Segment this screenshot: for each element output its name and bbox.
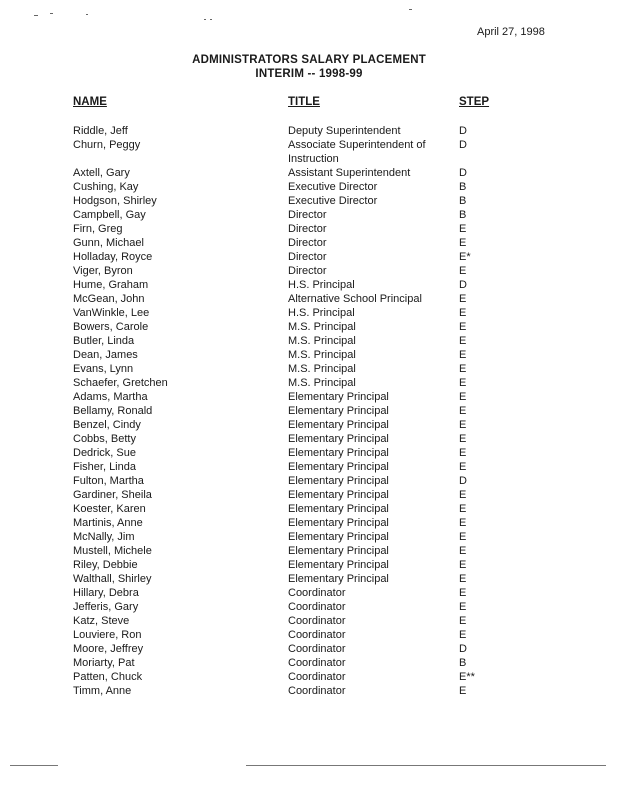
step-cell: E [459, 433, 467, 445]
title-cell: Executive Director [288, 195, 378, 207]
title-cell: M.S. Principal [288, 335, 356, 347]
footer-rule-right [246, 765, 606, 766]
step-cell: B [459, 657, 467, 669]
step-cell: E** [459, 671, 475, 683]
step-cell: B [459, 181, 467, 193]
document-title: ADMINISTRATORS SALARY PLACEMENT [192, 54, 426, 66]
title-cell: Coordinator [288, 643, 346, 655]
title-cell: Coordinator [288, 671, 346, 683]
table-row [73, 390, 513, 404]
column-header-name: NAME [73, 96, 107, 108]
scan-speck [34, 15, 38, 16]
step-cell: D [459, 167, 467, 179]
name-cell: Evans, Lynn [73, 363, 134, 375]
step-cell: D [459, 125, 467, 137]
step-cell: E [459, 531, 467, 543]
table-row [73, 586, 513, 600]
name-cell: Fulton, Martha [73, 475, 144, 487]
name-cell: Moriarty, Pat [73, 657, 135, 669]
step-cell: E [459, 307, 467, 319]
name-cell: Bowers, Carole [73, 321, 149, 333]
title-cell: Coordinator [288, 615, 346, 627]
title-cell: Deputy Superintendent [288, 125, 401, 137]
step-cell: B [459, 195, 467, 207]
step-cell: E [459, 489, 467, 501]
salary-table [73, 124, 513, 698]
document-subtitle: INTERIM -- 1998-99 [255, 68, 363, 80]
title-cell: Elementary Principal [288, 419, 389, 431]
step-cell: E [459, 363, 467, 375]
title-cell: Elementary Principal [288, 433, 389, 445]
name-cell: Riley, Debbie [73, 559, 138, 571]
table-row [73, 334, 513, 348]
title-cell: Associate Superintendent of Instruction [288, 139, 426, 165]
step-cell: E [459, 685, 467, 697]
table-row [73, 516, 513, 530]
title-cell: Elementary Principal [288, 489, 389, 501]
column-header-title: TITLE [288, 96, 320, 108]
table-row [73, 306, 513, 320]
title-cell: Coordinator [288, 629, 346, 641]
name-cell: Adams, Martha [73, 391, 148, 403]
table-row [73, 292, 513, 306]
step-cell: E [459, 419, 467, 431]
title-cell: M.S. Principal [288, 321, 356, 333]
name-cell: VanWinkle, Lee [73, 307, 150, 319]
table-row [73, 264, 513, 278]
scan-speck [204, 19, 206, 20]
title-cell: Alternative School Principal [288, 293, 422, 305]
step-cell: E [459, 461, 467, 473]
table-row [73, 418, 513, 432]
name-cell: Timm, Anne [73, 685, 132, 697]
name-cell: McNally, Jim [73, 531, 135, 543]
table-row [73, 670, 513, 684]
table-row [73, 194, 513, 208]
name-cell: Dedrick, Sue [73, 447, 136, 459]
step-cell: E [459, 447, 467, 459]
title-cell: Elementary Principal [288, 531, 389, 543]
scan-speck [86, 14, 88, 15]
step-cell: E* [459, 251, 471, 263]
table-row [73, 474, 513, 488]
table-row [73, 236, 513, 250]
name-cell: Dean, James [73, 349, 138, 361]
step-cell: E [459, 335, 467, 347]
name-cell: Cushing, Kay [73, 181, 139, 193]
step-cell: E [459, 377, 467, 389]
step-cell: E [459, 223, 467, 235]
title-cell: H.S. Principal [288, 279, 355, 291]
step-cell: E [459, 265, 467, 277]
name-cell: Louviere, Ron [73, 629, 142, 641]
title-cell: Coordinator [288, 587, 346, 599]
step-cell: E [459, 293, 467, 305]
name-cell: Koester, Karen [73, 503, 146, 515]
name-cell: Gardiner, Sheila [73, 489, 152, 501]
title-cell: Elementary Principal [288, 517, 389, 529]
step-cell: E [459, 321, 467, 333]
name-cell: McGean, John [73, 293, 145, 305]
step-cell: E [459, 517, 467, 529]
scan-speck [210, 19, 212, 20]
name-cell: Katz, Steve [73, 615, 130, 627]
step-cell: E [459, 601, 467, 613]
title-cell: Elementary Principal [288, 559, 389, 571]
step-cell: D [459, 643, 467, 655]
table-row [73, 432, 513, 446]
title-cell: Elementary Principal [288, 391, 389, 403]
title-cell: Elementary Principal [288, 475, 389, 487]
step-cell: E [459, 405, 467, 417]
table-row [73, 600, 513, 614]
table-row [73, 138, 513, 166]
title-cell: M.S. Principal [288, 349, 356, 361]
table-row [73, 488, 513, 502]
name-cell: Martinis, Anne [73, 517, 143, 529]
table-row [73, 614, 513, 628]
table-row [73, 124, 513, 138]
step-cell: E [459, 237, 467, 249]
title-cell: Director [288, 265, 327, 277]
step-cell: D [459, 475, 467, 487]
name-cell: Viger, Byron [73, 265, 133, 277]
step-cell: E [459, 559, 467, 571]
table-row [73, 530, 513, 544]
column-header-step: STEP [459, 96, 490, 108]
table-row [73, 656, 513, 670]
table-row [73, 278, 513, 292]
name-cell: Hodgson, Shirley [73, 195, 157, 207]
name-cell: Bellamy, Ronald [73, 405, 153, 417]
name-cell: Churn, Peggy [73, 139, 141, 151]
table-row [73, 404, 513, 418]
title-cell: Elementary Principal [288, 405, 389, 417]
step-cell: E [459, 503, 467, 515]
name-cell: Gunn, Michael [73, 237, 144, 249]
name-cell: Cobbs, Betty [73, 433, 136, 445]
name-cell: Moore, Jeffrey [73, 643, 144, 655]
scan-speck [50, 13, 53, 14]
step-cell: E [459, 587, 467, 599]
name-cell: Axtell, Gary [73, 167, 130, 179]
table-row [73, 222, 513, 236]
name-cell: Holladay, Royce [73, 251, 153, 263]
name-cell: Mustell, Michele [73, 545, 152, 557]
step-cell: E [459, 573, 467, 585]
table-row [73, 460, 513, 474]
title-cell: Elementary Principal [288, 461, 389, 473]
title-cell: Elementary Principal [288, 545, 389, 557]
name-cell: Hillary, Debra [73, 587, 139, 599]
document-date: April 27, 1998 [477, 26, 545, 38]
title-cell: Elementary Principal [288, 447, 389, 459]
table-row [73, 544, 513, 558]
title-cell: Director [288, 223, 327, 235]
title-cell: Elementary Principal [288, 573, 389, 585]
step-cell: E [459, 629, 467, 641]
step-cell: B [459, 209, 467, 221]
table-row [73, 572, 513, 586]
name-cell: Walthall, Shirley [73, 573, 152, 585]
title-cell: Coordinator [288, 601, 346, 613]
table-row [73, 502, 513, 516]
title-cell: H.S. Principal [288, 307, 355, 319]
name-cell: Riddle, Jeff [73, 125, 128, 137]
table-row [73, 628, 513, 642]
table-row [73, 642, 513, 656]
table-row [73, 348, 513, 362]
title-cell: Director [288, 237, 327, 249]
step-cell: D [459, 139, 467, 151]
table-row [73, 684, 513, 698]
table-row [73, 166, 513, 180]
table-row [73, 208, 513, 222]
name-cell: Fisher, Linda [73, 461, 136, 473]
name-cell: Jefferis, Gary [73, 601, 139, 613]
table-row [73, 320, 513, 334]
title-cell: Coordinator [288, 685, 346, 697]
title-cell: Director [288, 251, 327, 263]
title-cell: Executive Director [288, 181, 378, 193]
step-cell: E [459, 545, 467, 557]
title-cell: Coordinator [288, 657, 346, 669]
name-cell: Schaefer, Gretchen [73, 377, 168, 389]
name-cell: Campbell, Gay [73, 209, 146, 221]
step-cell: E [459, 349, 467, 361]
table-row [73, 362, 513, 376]
title-cell: Assistant Superintendent [288, 167, 411, 179]
name-cell: Butler, Linda [73, 335, 135, 347]
step-cell: D [459, 279, 467, 291]
table-row [73, 250, 513, 264]
step-cell: E [459, 615, 467, 627]
table-row [73, 558, 513, 572]
name-cell: Hume, Graham [73, 279, 149, 291]
scan-speck [409, 9, 412, 10]
name-cell: Patten, Chuck [73, 671, 143, 683]
step-cell: E [459, 391, 467, 403]
table-row [73, 180, 513, 194]
name-cell: Benzel, Cindy [73, 419, 141, 431]
table-row [73, 446, 513, 460]
title-cell: Elementary Principal [288, 503, 389, 515]
table-row [73, 376, 513, 390]
name-cell: Firn, Greg [73, 223, 123, 235]
title-cell: M.S. Principal [288, 377, 356, 389]
title-cell: Director [288, 209, 327, 221]
footer-rule-left [10, 765, 58, 766]
title-cell: M.S. Principal [288, 363, 356, 375]
